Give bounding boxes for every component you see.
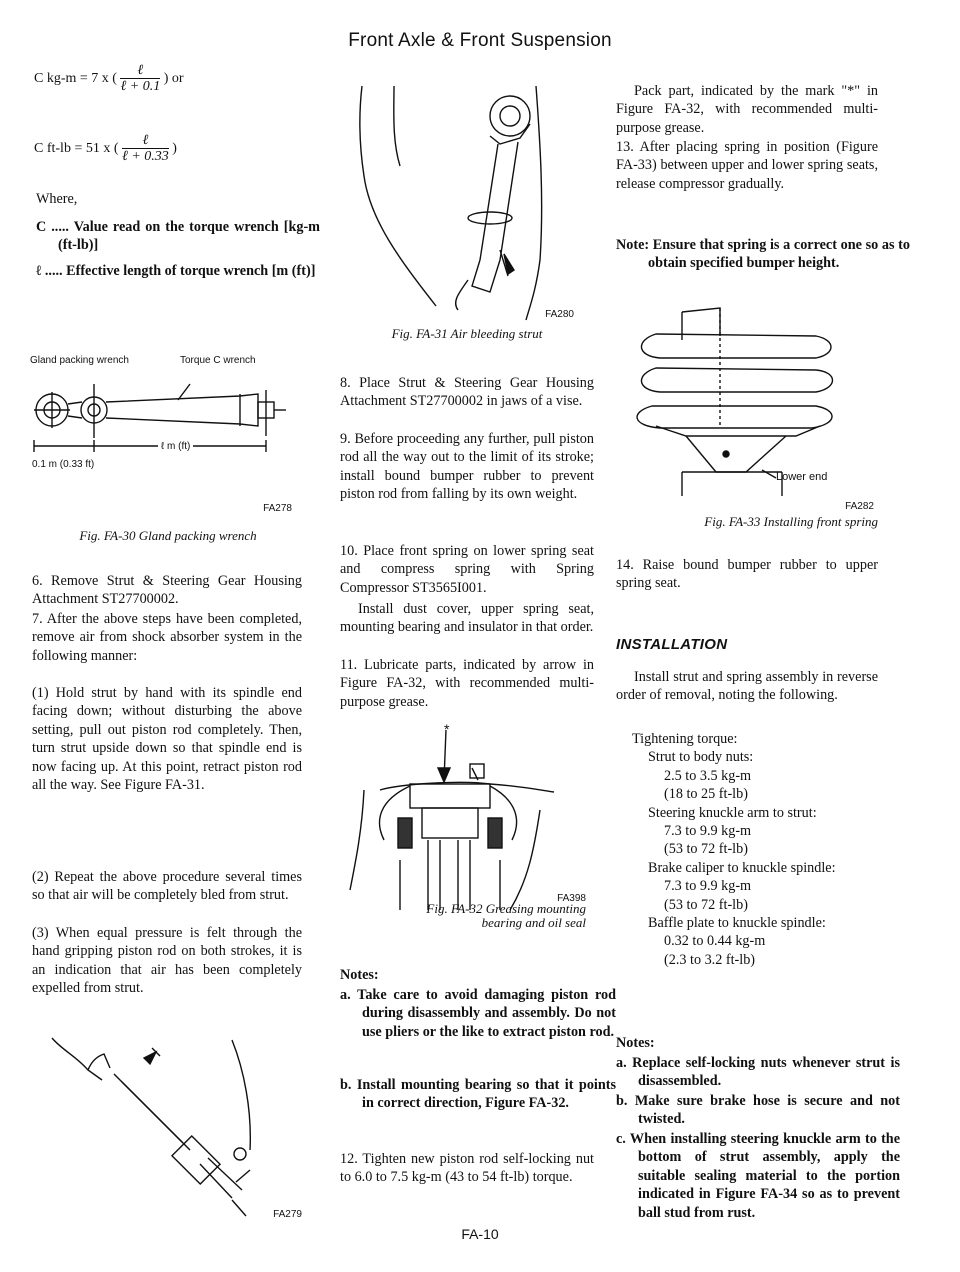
fig32-star: * [444,721,450,737]
fig33-label-lower-end: Lower end [776,471,828,483]
formula-ftlb-rhs: ) [172,141,177,157]
step-9: 9. Before proceeding any further, pull piston rod all the way out to the limit of its stroke; install bound bumper rubber to prevent piston rod from falling by its own weight. [340,431,594,503]
figure-fa32 [340,720,594,930]
strut-upside-down-drawing [32,1030,302,1220]
front-spring-drawing [616,306,878,496]
fig33-caption: Fig. FA-33 Installing front spring [704,514,878,529]
install-intro: Install strut and spring assembly in reverse order of removal, noting the following. [616,669,878,704]
note-b-middle: b. Install mounting bearing so that it points in correct direction, Figure FA-32. [340,1077,616,1112]
formula-ftlb-numerator: ℓ [122,134,169,149]
fig30-label-01: 0.1 m (0.33 ft) [32,459,95,470]
step-7-3: (3) When equal pressure is felt through the hand gripping piston rod on both strokes, it is an indication that air has been completely expelled from strut. [32,925,302,997]
torque-item-name: Steering knuckle arm to strut: [648,804,817,821]
formula-ftlb-fraction [122,134,169,164]
definition-l: ℓ ..... Effective length of torque wrench [m (ft)] [36,263,316,279]
step-12: 12. Tighten new piston rod self-locking nut to 6.0 to 7.5 kg-m (43 to 54 ft-lb) torque. [340,1151,594,1186]
fig279-code: FA279 [273,1209,302,1220]
pack-paragraph: Pack part, indicated by the mark "*" in Figure FA-32, with recommended multi-purpose grease. [616,83,878,136]
torque-item-ftlb: (53 to 72 ft-lb) [664,896,748,913]
torque-title: Tightening torque: [632,731,738,747]
step-7: 7. After the above steps have been completed, remove air from shock absorber system in the following manner: [32,611,302,664]
formula-kgm-numerator: ℓ [120,64,160,79]
fig30-label-gland: Gland packing wrench [30,355,129,366]
formula-kgm-fraction [120,64,160,94]
figure-fa31 [340,80,594,360]
fig32-caption [426,902,586,930]
fig30-caption: Fig. FA-30 Gland packing wrench [79,528,257,543]
fig32-caption-line1: Fig. FA-32 Greasing mounting [426,901,586,916]
formula-ftlb-denominator: ℓ + 0.33 [122,149,169,164]
formula-kgm [34,64,304,94]
notes-title-middle: Notes: [340,967,379,983]
fig30-label-l: ℓ m (ft) [158,438,193,456]
step-7-2: (2) Repeat the above procedure several times so that air will be completely bled from strut. [32,869,302,904]
torque-item-name: Brake caliper to knuckle spindle: [648,859,836,876]
step-8: 8. Place Strut & Steering Gear Housing Attachment ST27700002 in jaws of a vise. [340,375,594,410]
note-a-right: a. Replace self-locking nuts whenever strut is disassembled. [616,1055,900,1090]
step-6: 6. Remove Strut & Steering Gear Housing Attachment ST27700002. [32,573,302,608]
torque-item-name: Strut to body nuts: [648,749,754,766]
step-10-b: Install dust cover, upper spring seat, mounting bearing and insulator in that order. [340,601,594,636]
formula-ftlb-lhs: C ft-lb = 51 x ( [34,141,119,157]
page-header: Front Axle & Front Suspension [348,30,612,51]
step-10: 10. Place front spring on lower spring seat and compress spring with Spring Compressor ST3565I001. [340,543,594,596]
fig31-code: FA280 [545,309,574,320]
fig30-label-torque: Torque C wrench [180,355,256,366]
fig30-code: FA278 [263,503,292,514]
figure-fa30 [30,352,306,542]
air-bleeding-strut-drawing [340,80,594,330]
torque-item-kgm: 0.32 to 0.44 kg-m [664,933,766,950]
torque-item-name: Baffle plate to knuckle spindle: [648,915,826,932]
page-footer: FA-10 [461,1226,499,1242]
fig32-code: FA398 [557,893,586,904]
torque-item-kgm: 7.3 to 9.9 kg-m [664,878,752,895]
where-label: Where, [36,191,78,207]
note-b-right: b. Make sure brake hose is secure and not twisted. [616,1093,900,1128]
step-14: 14. Raise bound bumper rubber to upper spring seat. [616,557,878,592]
torque-item-ftlb: (2.3 to 3.2 ft-lb) [664,951,756,968]
step-13: 13. After placing spring in position (Figure FA-33) between upper and lower spring seats, release compressor gradually. [616,139,878,192]
torque-item-kgm: 7.3 to 9.9 kg-m [664,823,752,840]
note-c-right: c. When installing steering knuckle arm to the bottom of strut assembly, apply the suitable sealing material to the portion indicated in Figure FA-34 so as to prevent ball stud from rust. [616,1131,900,1221]
formula-ftlb [34,134,304,164]
figure-fa279 [32,1030,302,1220]
fig33-code: FA282 [845,501,874,512]
fig32-caption-line2: bearing and oil seal [481,915,586,930]
step-11: 11. Lubricate parts, indicated by arrow in Figure FA-32, with recommended multi-purpose grease. [340,657,594,710]
note-a-middle: a. Take care to avoid damaging piston rod during disassembly and assembly. Do not use pliers or the like to extract piston rod. [340,987,616,1040]
formula-kgm-denominator: ℓ + 0.1 [120,79,161,94]
formula-kgm-lhs: C kg-m = 7 x ( [34,71,117,87]
definition-c: C ..... Value read on the torque wrench [kg-m (ft-lb)] [36,219,320,254]
figure-fa33 [616,306,878,536]
torque-item-kgm: 2.5 to 3.5 kg-m [664,767,752,784]
torque-item-ftlb: (18 to 25 ft-lb) [664,786,748,803]
mounting-bearing-drawing [340,720,594,910]
fig31-caption: Fig. FA-31 Air bleeding strut [391,326,543,341]
step-7-1: (1) Hold strut by hand with its spindle end facing down; without disturbing the above setting, pull out piston rod completely. Then, turn strut upside down so that spindle end is now facing up. At this point, retract piston rod all the way. See Figure FA-31. [32,685,302,794]
notes-title-right: Notes: [616,1035,655,1051]
note-spring: Note: Ensure that spring is a correct one so as to obtain specified bumper height. [616,237,910,272]
formula-kgm-rhs: ) or [163,71,184,87]
installation-heading: INSTALLATION [616,636,728,653]
torque-list [616,730,878,969]
torque-item-ftlb: (53 to 72 ft-lb) [664,841,748,858]
